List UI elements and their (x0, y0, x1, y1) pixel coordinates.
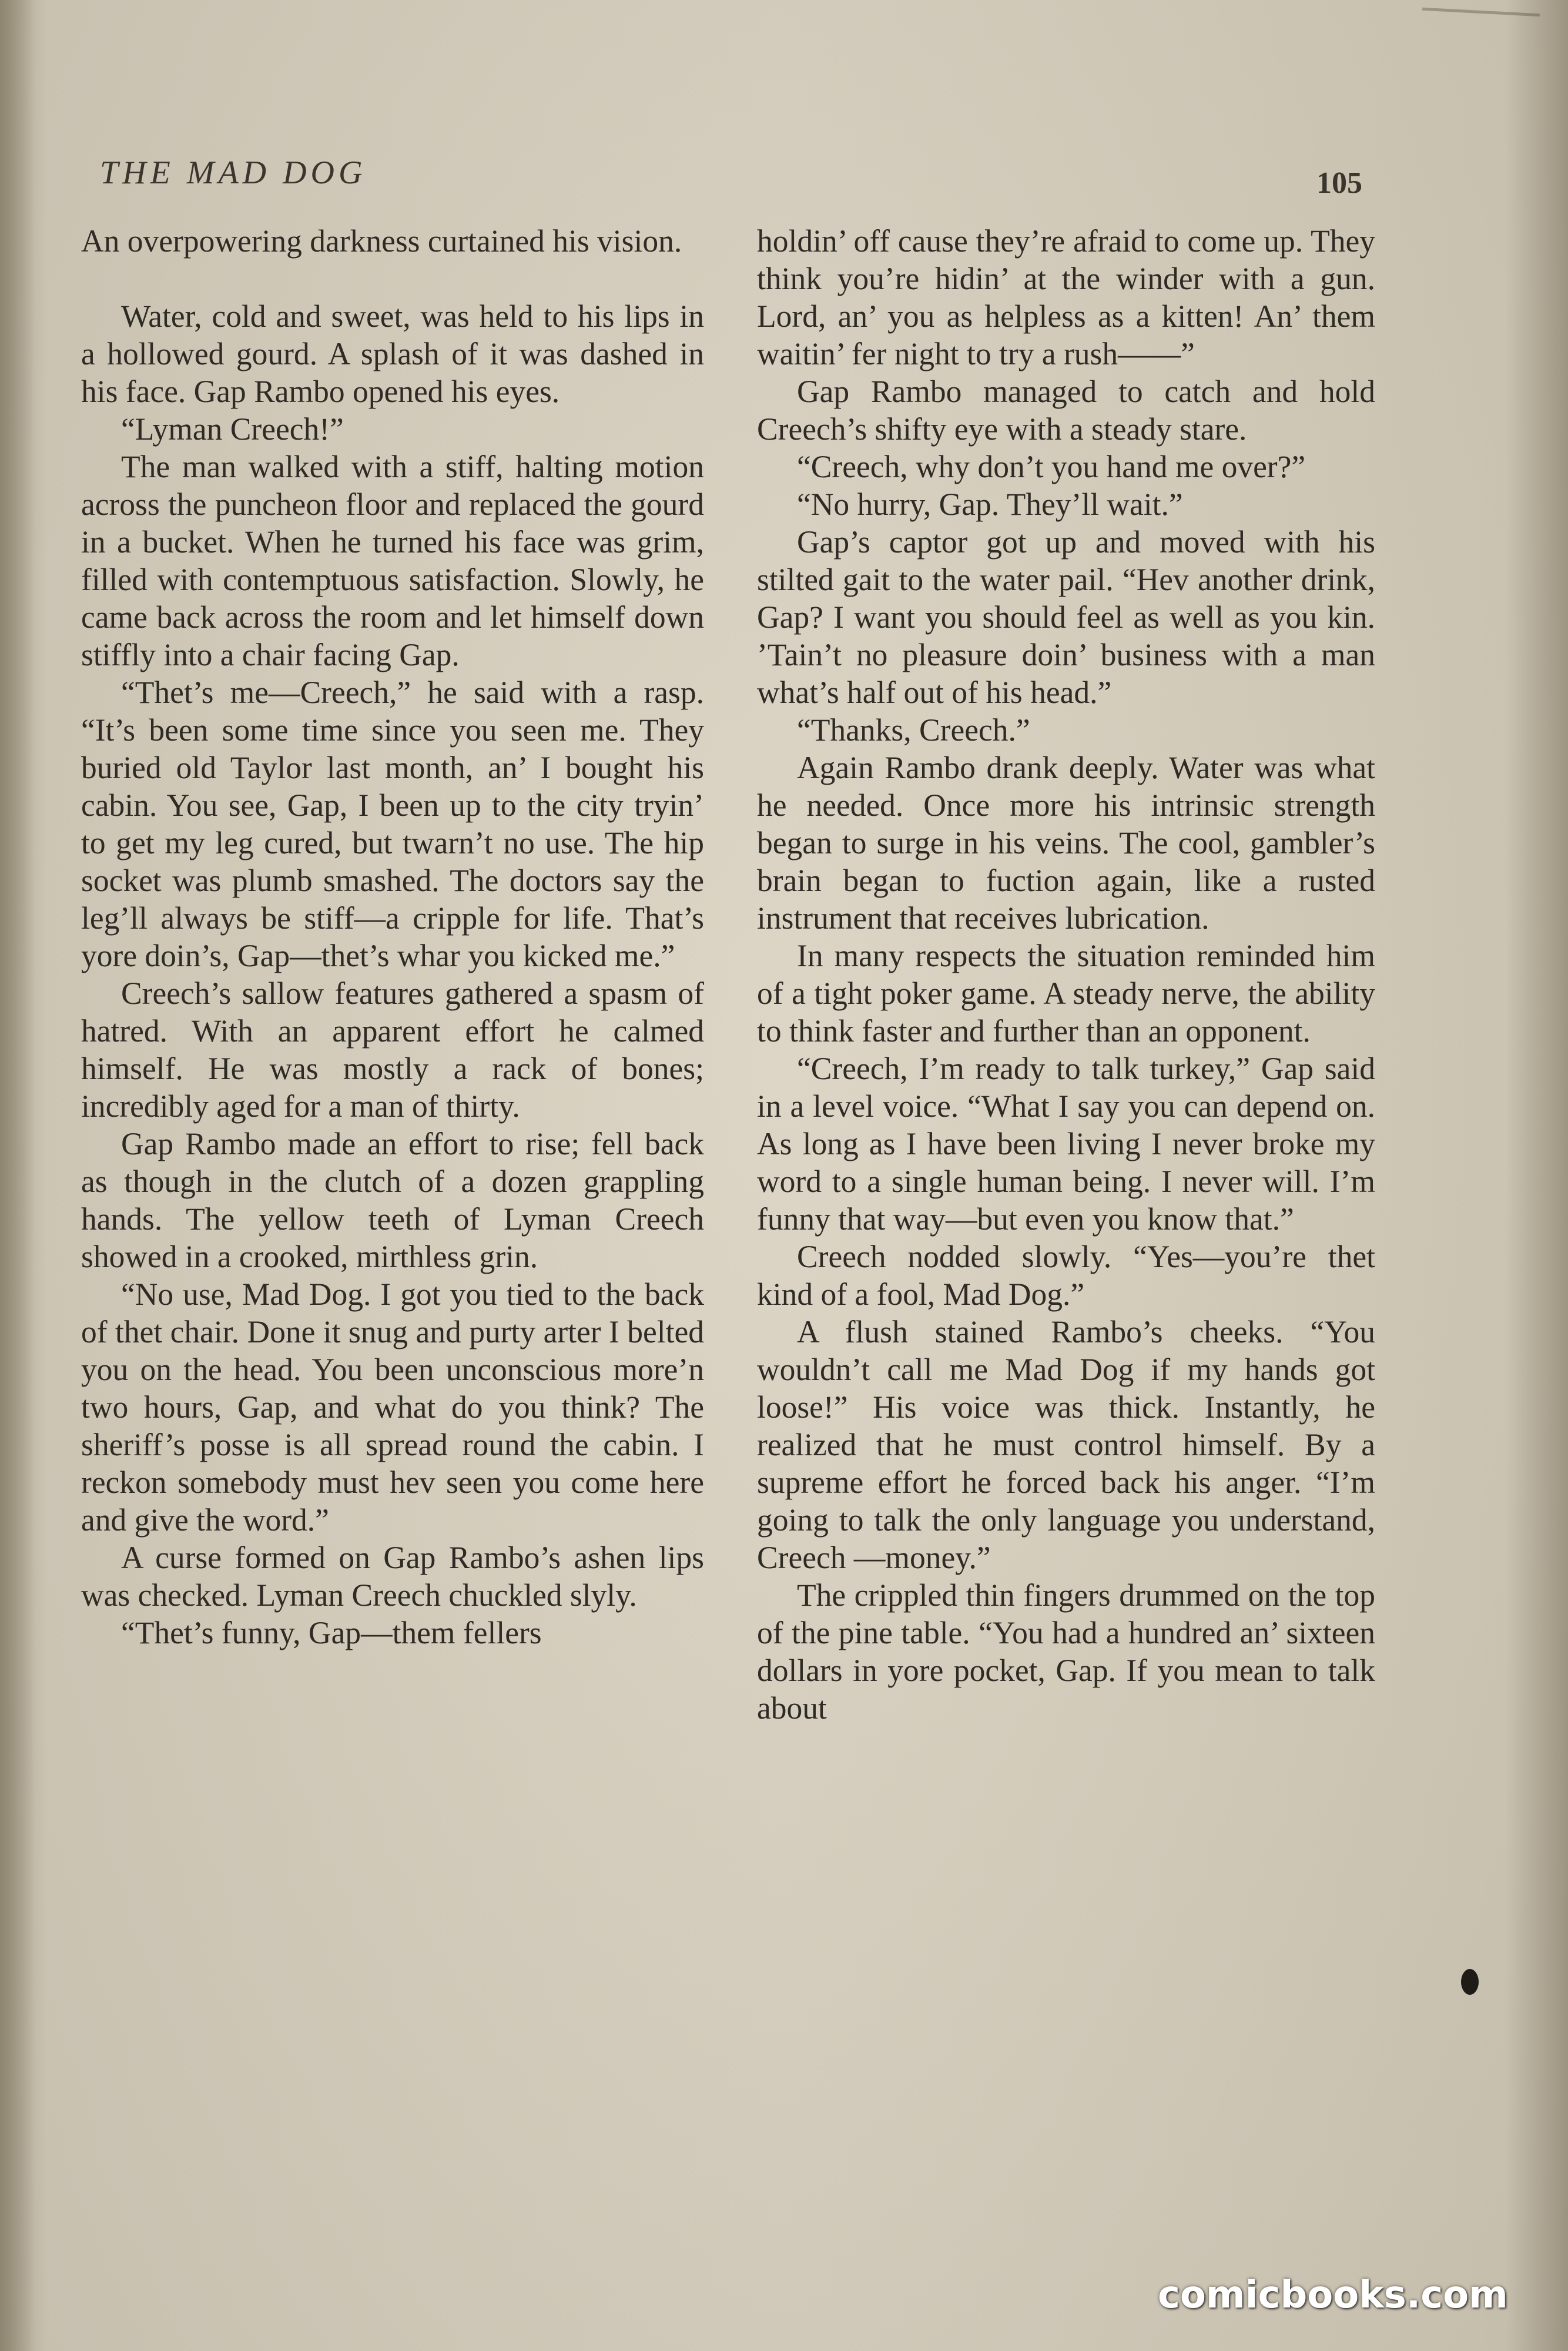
paragraph: A flush stained Rambo’s cheeks. “You wouldn’t call me Mad Dog if my hands got loose!” His voice was thick. Instantly, he realized that he must control himself. By a supreme effort he forced back his anger. “I’m going to talk the only language you understand, Creech —money.” (757, 1314, 1375, 1575)
paragraph: “Thet’s funny, Gap—them fellers (121, 1615, 542, 1650)
binding-hole (1461, 1969, 1479, 1995)
paragraph: “Thet’s me—Creech,” he said with a rasp. “It’s been some time since you seen me. They buried old Taylor last month, an’ I bought his cabin. You see, Gap, I been up to the city tryin’ to get my leg cured, but twarn’t no use. The hip socket was plumb smashed. The doctors say the leg’ll always be stiff—a cripple for life. That’s yore doin’s, Gap—thet’s whar you kicked me.” (81, 675, 704, 973)
paragraph: “No use, Mad Dog. I got you tied to the back of thet chair. Done it snug and purty arter I belted you on the head. You been unconscious more’n two hours, Gap, and what do you think? The sheriff’s posse is all spread round the cabin. I reckon somebody must hev seen you come here and give the word.” (81, 1277, 704, 1538)
text-column-left (81, 222, 704, 1652)
paragraph: Again Rambo drank deeply. Water was what he needed. Once more his intrinsic strength began to surge in his veins. The cool, gambler’s brain began to fuction again, like a rusted instrument that receives lubrication. (757, 750, 1375, 936)
paragraph: An overpowering darkness curtained his vision. (81, 223, 682, 259)
paragraph: Water, cold and sweet, was held to his lips in a hollowed gourd. A splash of it was dashed in his face. Gap Rambo opened his eyes. (81, 299, 704, 409)
paragraph: “Lyman Creech!” (121, 411, 344, 447)
paragraph: Creech’s sallow features gathered a spasm of hatred. With an apparent effort he calmed himself. He was mostly a rack of bones; incredibly aged for a man of thirty. (81, 976, 704, 1124)
paragraph: Gap Rambo managed to catch and hold Creech’s shifty eye with a steady stare. (757, 374, 1375, 447)
paragraph: The crippled thin fingers drummed on the top of the pine table. “You had a hundred an’ sixteen dollars in yore pocket, Gap. If you mean to talk about (757, 1578, 1375, 1726)
site-watermark: comicbooks.com (1158, 2273, 1508, 2317)
paragraph: Creech nodded slowly. “Yes—you’re thet kind of a fool, Mad Dog.” (757, 1239, 1375, 1312)
paragraph: The man walked with a stiff, halting motion across the puncheon floor and replaced the gourd in a bucket. When he turned his face was grim, filled with contemptuous satisfaction. Slowly, he came back across the room and let himself down stiffly into a chair facing Gap. (81, 449, 704, 672)
running-header-title: THE MAD DOG (100, 155, 367, 191)
page-edge-scuff (1422, 8, 1540, 16)
paragraph: Gap’s captor got up and moved with his stilted gait to the water pail. “Hev another drink, Gap? I want you should feel as well as you kin. ’Tain’t no pleasure doin’ business with a man what’s half out of his head.” (757, 524, 1375, 710)
paragraph: holdin’ off cause they’re afraid to come up. They think you’re hidin’ at the winder with a gun. Lord, an’ you as helpless as a kitten! An’ them waitin’ fer night to try a rush——” (757, 223, 1375, 371)
paragraph: Gap Rambo made an effort to rise; fell back as though in the clutch of a dozen grappling hands. The yellow teeth of Lyman Creech showed in a crooked, mirthless grin. (81, 1126, 704, 1274)
page-number: 105 (1316, 166, 1362, 200)
binding-shadow (0, 0, 35, 2351)
paragraph: A curse formed on Gap Rambo’s ashen lips was checked. Lyman Creech chuckled slyly. (81, 1540, 704, 1613)
paragraph: “Thanks, Creech.” (797, 712, 1030, 748)
paragraph: In many respects the situation reminded him of a tight poker game. A steady nerve, the ability to think faster and further than an opponent. (757, 938, 1375, 1049)
paragraph: “Creech, I’m ready to talk turkey,” Gap said in a level voice. “What I say you can depend on. As long as I have been living I never broke my word to a single human being. I never will. I’m funny that way—but even you know that.” (757, 1051, 1375, 1237)
paragraph: “No hurry, Gap. They’ll wait.” (797, 487, 1183, 522)
text-column-right (757, 222, 1375, 1727)
paragraph: “Creech, why don’t you hand me over?” (797, 449, 1306, 484)
